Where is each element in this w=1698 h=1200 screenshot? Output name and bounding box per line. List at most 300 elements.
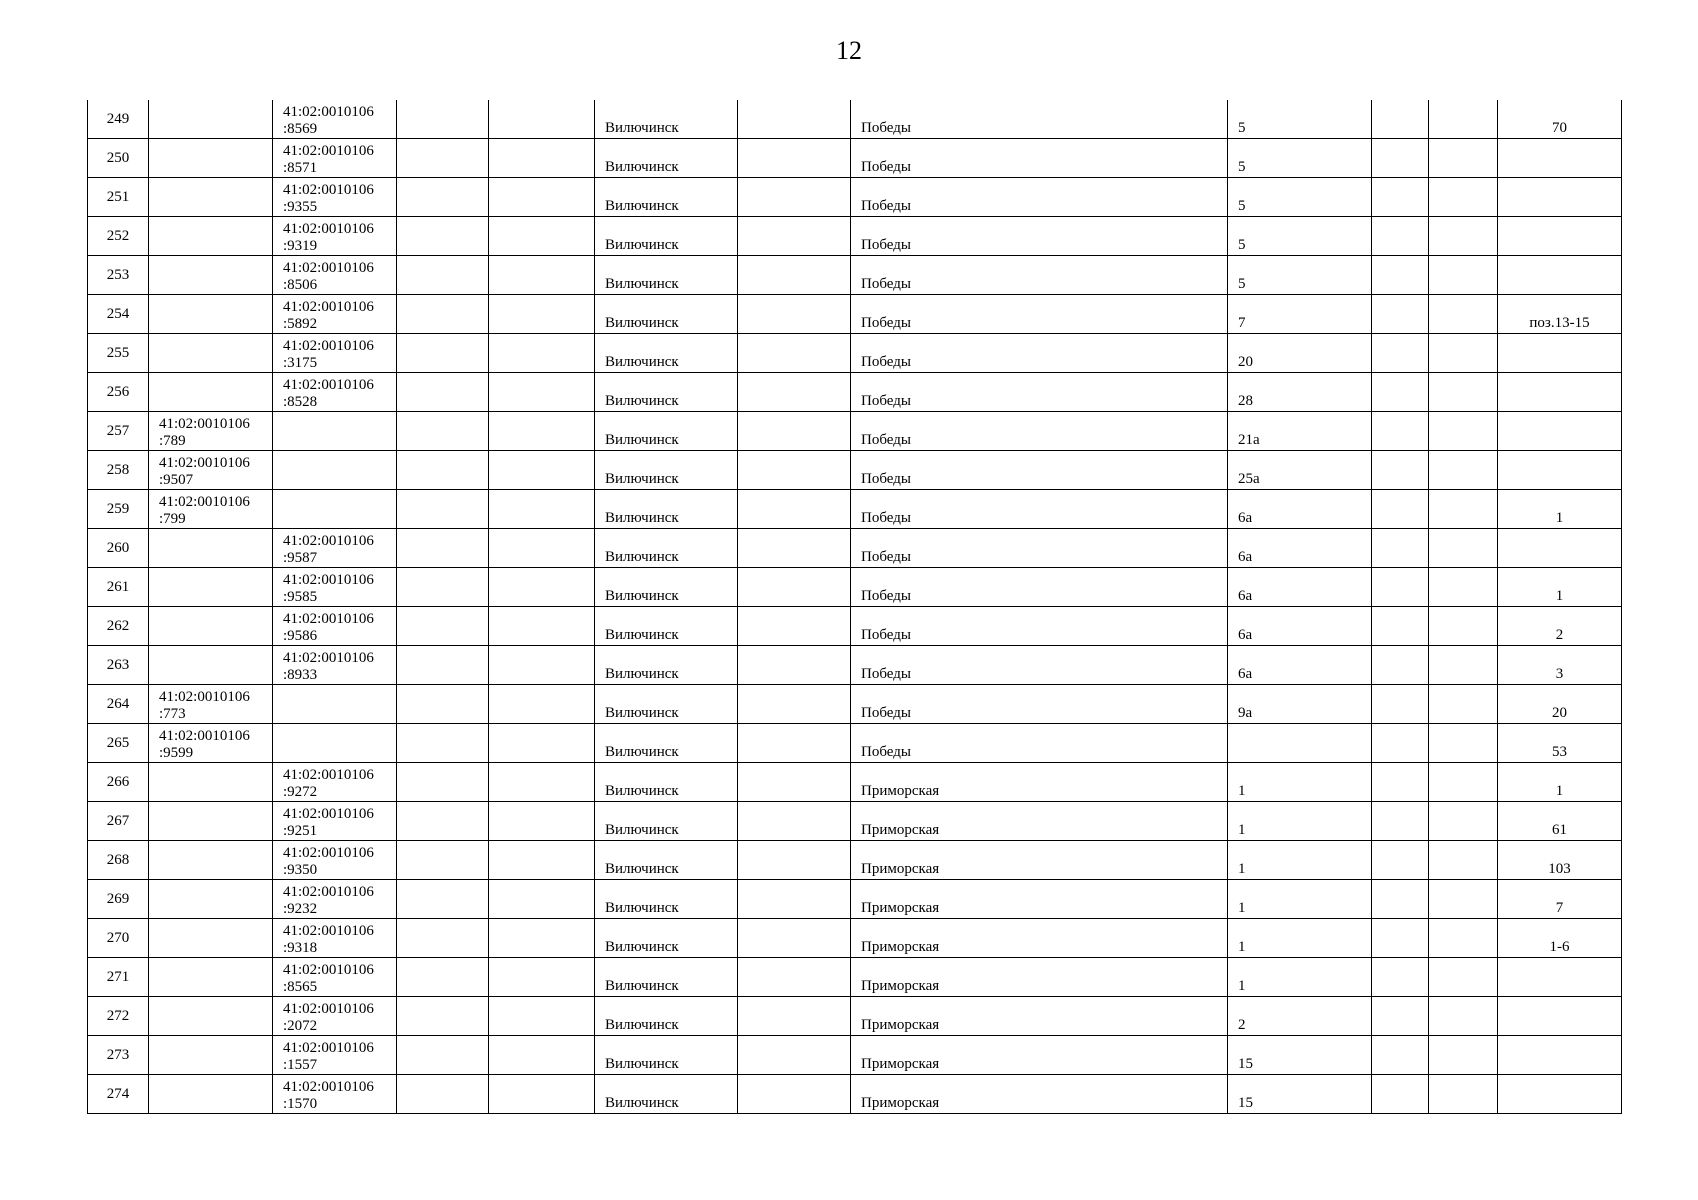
cadastral-number-premises xyxy=(273,139,397,178)
empty-cell xyxy=(1429,1036,1498,1075)
empty-cell xyxy=(397,490,489,529)
cadastral-number-premises xyxy=(273,178,397,217)
row-number: 255 xyxy=(88,334,149,373)
empty-cell xyxy=(397,607,489,646)
row-number: 265 xyxy=(88,724,149,763)
apartment-cell: 1 xyxy=(1498,763,1622,802)
cadastral-number-building xyxy=(149,100,273,139)
table-row xyxy=(88,958,1622,997)
cadastral-number-building xyxy=(149,646,273,685)
street-cell: Победы xyxy=(851,217,1228,256)
empty-cell xyxy=(1372,607,1429,646)
cadastral-number-building xyxy=(149,919,273,958)
cadastral-prefix: 41:02:0010106 xyxy=(159,416,250,432)
empty-cell xyxy=(489,997,595,1036)
cadastral-suffix: :1557 xyxy=(283,1057,318,1073)
empty-cell xyxy=(397,529,489,568)
cadastral-number-premises xyxy=(273,1075,397,1114)
empty-cell xyxy=(738,763,851,802)
table-row xyxy=(88,295,1622,334)
street-cell: Победы xyxy=(851,685,1228,724)
table-row xyxy=(88,1036,1622,1075)
apartment-cell xyxy=(1498,373,1622,412)
house-cell: 5 xyxy=(1228,178,1372,217)
empty-cell xyxy=(1429,295,1498,334)
table-row xyxy=(88,568,1622,607)
street-cell: Победы xyxy=(851,568,1228,607)
cadastral-number-premises xyxy=(273,100,397,139)
city-cell: Вилючинск xyxy=(595,997,738,1036)
empty-cell xyxy=(738,178,851,217)
cadastral-prefix: 41:02:0010106 xyxy=(283,650,374,666)
empty-cell xyxy=(738,529,851,568)
empty-cell xyxy=(489,373,595,412)
cadastral-prefix: 41:02:0010106 xyxy=(283,221,374,237)
house-cell: 5 xyxy=(1228,256,1372,295)
cadastral-suffix: :3175 xyxy=(283,355,318,371)
empty-cell xyxy=(1372,919,1429,958)
apartment-cell xyxy=(1498,217,1622,256)
apartment-cell xyxy=(1498,958,1622,997)
empty-cell xyxy=(397,841,489,880)
house-cell: 6а xyxy=(1228,490,1372,529)
cadastral-prefix: 41:02:0010106 xyxy=(283,1040,374,1056)
cadastral-suffix: :773 xyxy=(159,706,186,722)
cadastral-prefix: 41:02:0010106 xyxy=(283,611,374,627)
street-cell: Победы xyxy=(851,373,1228,412)
empty-cell xyxy=(397,178,489,217)
cadastral-number-building xyxy=(149,217,273,256)
empty-cell xyxy=(738,724,851,763)
empty-cell xyxy=(738,997,851,1036)
house-cell: 2 xyxy=(1228,997,1372,1036)
empty-cell xyxy=(489,958,595,997)
cadastral-suffix: :8933 xyxy=(283,667,318,683)
empty-cell xyxy=(1372,685,1429,724)
cadastral-number-building xyxy=(149,334,273,373)
empty-cell xyxy=(1429,646,1498,685)
empty-cell xyxy=(489,919,595,958)
street-cell: Победы xyxy=(851,139,1228,178)
empty-cell xyxy=(489,490,595,529)
row-number: 250 xyxy=(88,139,149,178)
empty-cell xyxy=(397,958,489,997)
house-cell: 9а xyxy=(1228,685,1372,724)
empty-cell xyxy=(1372,841,1429,880)
empty-cell xyxy=(397,217,489,256)
city-cell: Вилючинск xyxy=(595,178,738,217)
cadastral-number-premises xyxy=(273,529,397,568)
row-number: 260 xyxy=(88,529,149,568)
cadastral-suffix: :9350 xyxy=(283,862,318,878)
empty-cell xyxy=(489,295,595,334)
empty-cell xyxy=(738,334,851,373)
empty-cell xyxy=(489,646,595,685)
house-cell: 5 xyxy=(1228,100,1372,139)
empty-cell xyxy=(397,724,489,763)
cadastral-prefix: 41:02:0010106 xyxy=(159,728,250,744)
cadastral-number-building xyxy=(149,139,273,178)
empty-cell xyxy=(738,256,851,295)
property-register-table xyxy=(87,100,1622,1114)
cadastral-suffix: :789 xyxy=(159,433,186,449)
row-number: 262 xyxy=(88,607,149,646)
empty-cell xyxy=(397,100,489,139)
apartment-cell: 70 xyxy=(1498,100,1622,139)
empty-cell xyxy=(1429,724,1498,763)
city-cell: Вилючинск xyxy=(595,880,738,919)
empty-cell xyxy=(489,568,595,607)
cadastral-prefix: 41:02:0010106 xyxy=(283,143,374,159)
table-row xyxy=(88,763,1622,802)
cadastral-number-building xyxy=(149,529,273,568)
empty-cell xyxy=(738,295,851,334)
empty-cell xyxy=(1372,490,1429,529)
empty-cell xyxy=(738,1075,851,1114)
empty-cell xyxy=(738,100,851,139)
row-number: 267 xyxy=(88,802,149,841)
city-cell: Вилючинск xyxy=(595,568,738,607)
cadastral-number-building xyxy=(149,763,273,802)
empty-cell xyxy=(1372,763,1429,802)
cadastral-suffix: :8569 xyxy=(283,121,318,137)
city-cell: Вилючинск xyxy=(595,646,738,685)
cadastral-prefix: 41:02:0010106 xyxy=(283,806,374,822)
empty-cell xyxy=(489,100,595,139)
city-cell: Вилючинск xyxy=(595,139,738,178)
house-cell: 1 xyxy=(1228,958,1372,997)
house-cell: 6а xyxy=(1228,529,1372,568)
apartment-cell: 20 xyxy=(1498,685,1622,724)
table-row xyxy=(88,841,1622,880)
empty-cell xyxy=(738,139,851,178)
empty-cell xyxy=(489,880,595,919)
street-cell: Победы xyxy=(851,100,1228,139)
cadastral-prefix: 41:02:0010106 xyxy=(283,299,374,315)
cadastral-prefix: 41:02:0010106 xyxy=(283,767,374,783)
table-row xyxy=(88,607,1622,646)
empty-cell xyxy=(1372,1036,1429,1075)
cadastral-prefix: 41:02:0010106 xyxy=(159,494,250,510)
cadastral-suffix: :9319 xyxy=(283,238,318,254)
cadastral-number-premises xyxy=(273,880,397,919)
empty-cell xyxy=(1429,529,1498,568)
empty-cell xyxy=(397,919,489,958)
empty-cell xyxy=(1372,568,1429,607)
empty-cell xyxy=(489,529,595,568)
row-number: 270 xyxy=(88,919,149,958)
empty-cell xyxy=(1372,997,1429,1036)
cadastral-number-premises xyxy=(273,373,397,412)
street-cell: Победы xyxy=(851,178,1228,217)
cadastral-number-building xyxy=(149,958,273,997)
empty-cell xyxy=(1429,100,1498,139)
empty-cell xyxy=(1429,997,1498,1036)
city-cell: Вилючинск xyxy=(595,373,738,412)
house-cell: 7 xyxy=(1228,295,1372,334)
cadastral-number-premises xyxy=(273,490,397,529)
empty-cell xyxy=(1429,841,1498,880)
empty-cell xyxy=(738,646,851,685)
empty-cell xyxy=(397,685,489,724)
apartment-cell xyxy=(1498,1036,1622,1075)
street-cell: Победы xyxy=(851,724,1228,763)
city-cell: Вилючинск xyxy=(595,334,738,373)
cadastral-number-premises xyxy=(273,997,397,1036)
cadastral-suffix: :9251 xyxy=(283,823,318,839)
empty-cell xyxy=(397,295,489,334)
cadastral-prefix: 41:02:0010106 xyxy=(283,182,374,198)
empty-cell xyxy=(738,880,851,919)
cadastral-prefix: 41:02:0010106 xyxy=(283,533,374,549)
street-cell: Победы xyxy=(851,451,1228,490)
empty-cell xyxy=(1429,217,1498,256)
empty-cell xyxy=(1372,958,1429,997)
empty-cell xyxy=(397,763,489,802)
empty-cell xyxy=(1372,646,1429,685)
city-cell: Вилючинск xyxy=(595,295,738,334)
house-cell: 15 xyxy=(1228,1075,1372,1114)
cadastral-suffix: :1570 xyxy=(283,1096,318,1112)
cadastral-prefix: 41:02:0010106 xyxy=(283,1001,374,1017)
street-cell: Победы xyxy=(851,490,1228,529)
row-number: 251 xyxy=(88,178,149,217)
house-cell: 1 xyxy=(1228,763,1372,802)
row-number: 249 xyxy=(88,100,149,139)
table-row xyxy=(88,529,1622,568)
cadastral-number-building xyxy=(149,490,273,529)
empty-cell xyxy=(489,1036,595,1075)
empty-cell xyxy=(1429,178,1498,217)
cadastral-suffix: :5892 xyxy=(283,316,318,332)
apartment-cell: 61 xyxy=(1498,802,1622,841)
row-number: 257 xyxy=(88,412,149,451)
house-cell: 5 xyxy=(1228,139,1372,178)
cadastral-number-building xyxy=(149,1036,273,1075)
city-cell: Вилючинск xyxy=(595,802,738,841)
empty-cell xyxy=(1372,802,1429,841)
cadastral-suffix: :8565 xyxy=(283,979,318,995)
empty-cell xyxy=(1372,334,1429,373)
cadastral-prefix: 41:02:0010106 xyxy=(283,104,374,120)
cadastral-prefix: 41:02:0010106 xyxy=(283,572,374,588)
cadastral-number-premises xyxy=(273,646,397,685)
cadastral-number-premises xyxy=(273,958,397,997)
empty-cell xyxy=(1372,529,1429,568)
city-cell: Вилючинск xyxy=(595,451,738,490)
empty-cell xyxy=(489,763,595,802)
empty-cell xyxy=(1429,919,1498,958)
empty-cell xyxy=(397,802,489,841)
empty-cell xyxy=(397,412,489,451)
street-cell: Приморская xyxy=(851,880,1228,919)
apartment-cell: 1 xyxy=(1498,568,1622,607)
apartment-cell xyxy=(1498,178,1622,217)
cadastral-prefix: 41:02:0010106 xyxy=(283,845,374,861)
cadastral-suffix: :8571 xyxy=(283,160,318,176)
empty-cell xyxy=(738,373,851,412)
empty-cell xyxy=(738,685,851,724)
cadastral-suffix: :9585 xyxy=(283,589,318,605)
empty-cell xyxy=(738,1036,851,1075)
apartment-cell xyxy=(1498,451,1622,490)
empty-cell xyxy=(1429,763,1498,802)
cadastral-number-building xyxy=(149,412,273,451)
row-number: 256 xyxy=(88,373,149,412)
empty-cell xyxy=(1372,1075,1429,1114)
empty-cell xyxy=(1372,295,1429,334)
cadastral-number-premises xyxy=(273,763,397,802)
cadastral-prefix: 41:02:0010106 xyxy=(283,923,374,939)
row-number: 274 xyxy=(88,1075,149,1114)
city-cell: Вилючинск xyxy=(595,256,738,295)
empty-cell xyxy=(738,958,851,997)
cadastral-number-building xyxy=(149,724,273,763)
apartment-cell xyxy=(1498,412,1622,451)
city-cell: Вилючинск xyxy=(595,1075,738,1114)
empty-cell xyxy=(397,373,489,412)
empty-cell xyxy=(738,490,851,529)
empty-cell xyxy=(397,568,489,607)
cadastral-prefix: 41:02:0010106 xyxy=(283,884,374,900)
row-number: 272 xyxy=(88,997,149,1036)
empty-cell xyxy=(397,256,489,295)
cadastral-prefix: 41:02:0010106 xyxy=(283,377,374,393)
row-number: 266 xyxy=(88,763,149,802)
empty-cell xyxy=(489,802,595,841)
empty-cell xyxy=(397,1075,489,1114)
city-cell: Вилючинск xyxy=(595,919,738,958)
cadastral-suffix: :799 xyxy=(159,511,186,527)
empty-cell xyxy=(489,724,595,763)
empty-cell xyxy=(397,139,489,178)
empty-cell xyxy=(1372,724,1429,763)
cadastral-number-building xyxy=(149,841,273,880)
cadastral-number-building xyxy=(149,568,273,607)
empty-cell xyxy=(1429,373,1498,412)
street-cell: Победы xyxy=(851,295,1228,334)
empty-cell xyxy=(1429,451,1498,490)
empty-cell xyxy=(738,802,851,841)
house-cell: 25а xyxy=(1228,451,1372,490)
row-number: 259 xyxy=(88,490,149,529)
empty-cell xyxy=(1372,412,1429,451)
cadastral-number-building xyxy=(149,1075,273,1114)
apartment-cell: 1-6 xyxy=(1498,919,1622,958)
cadastral-prefix: 41:02:0010106 xyxy=(159,689,250,705)
cadastral-number-premises xyxy=(273,1036,397,1075)
cadastral-number-building xyxy=(149,880,273,919)
cadastral-number-premises xyxy=(273,295,397,334)
house-cell: 21а xyxy=(1228,412,1372,451)
cadastral-number-premises xyxy=(273,802,397,841)
street-cell: Приморская xyxy=(851,919,1228,958)
cadastral-number-premises xyxy=(273,607,397,646)
street-cell: Приморская xyxy=(851,841,1228,880)
street-cell: Приморская xyxy=(851,802,1228,841)
street-cell: Приморская xyxy=(851,958,1228,997)
house-cell: 1 xyxy=(1228,880,1372,919)
cadastral-prefix: 41:02:0010106 xyxy=(283,1079,374,1095)
apartment-cell: 2 xyxy=(1498,607,1622,646)
cadastral-prefix: 41:02:0010106 xyxy=(283,338,374,354)
empty-cell xyxy=(738,919,851,958)
empty-cell xyxy=(1372,100,1429,139)
house-cell: 20 xyxy=(1228,334,1372,373)
empty-cell xyxy=(1372,373,1429,412)
cadastral-number-building xyxy=(149,373,273,412)
city-cell: Вилючинск xyxy=(595,763,738,802)
city-cell: Вилючинск xyxy=(595,529,738,568)
apartment-cell: 1 xyxy=(1498,490,1622,529)
empty-cell xyxy=(1429,1075,1498,1114)
cadastral-number-building xyxy=(149,295,273,334)
empty-cell xyxy=(397,334,489,373)
table-row xyxy=(88,685,1622,724)
row-number: 269 xyxy=(88,880,149,919)
cadastral-number-building xyxy=(149,178,273,217)
empty-cell xyxy=(489,256,595,295)
cadastral-suffix: :2072 xyxy=(283,1018,318,1034)
empty-cell xyxy=(1372,217,1429,256)
apartment-cell xyxy=(1498,139,1622,178)
cadastral-number-premises xyxy=(273,451,397,490)
street-cell: Победы xyxy=(851,529,1228,568)
apartment-cell: 3 xyxy=(1498,646,1622,685)
house-cell: 5 xyxy=(1228,217,1372,256)
empty-cell xyxy=(489,139,595,178)
cadastral-number-premises xyxy=(273,217,397,256)
empty-cell xyxy=(397,1036,489,1075)
cadastral-suffix: :8528 xyxy=(283,394,318,410)
apartment-cell: 103 xyxy=(1498,841,1622,880)
apartment-cell xyxy=(1498,256,1622,295)
table-row xyxy=(88,178,1622,217)
apartment-cell xyxy=(1498,529,1622,568)
empty-cell xyxy=(1429,958,1498,997)
row-number: 252 xyxy=(88,217,149,256)
cadastral-suffix: :9355 xyxy=(283,199,318,215)
row-number: 258 xyxy=(88,451,149,490)
apartment-cell: поз.13-15 xyxy=(1498,295,1622,334)
apartment-cell xyxy=(1498,997,1622,1036)
cadastral-number-premises xyxy=(273,568,397,607)
street-cell: Приморская xyxy=(851,1075,1228,1114)
house-cell xyxy=(1228,724,1372,763)
city-cell: Вилючинск xyxy=(595,958,738,997)
empty-cell xyxy=(738,841,851,880)
house-cell: 15 xyxy=(1228,1036,1372,1075)
row-number: 264 xyxy=(88,685,149,724)
city-cell: Вилючинск xyxy=(595,685,738,724)
empty-cell xyxy=(1372,139,1429,178)
cadastral-prefix: 41:02:0010106 xyxy=(283,962,374,978)
cadastral-suffix: :9318 xyxy=(283,940,318,956)
table-row xyxy=(88,1075,1622,1114)
row-number: 268 xyxy=(88,841,149,880)
empty-cell xyxy=(1372,880,1429,919)
table-row xyxy=(88,997,1622,1036)
empty-cell xyxy=(489,178,595,217)
empty-cell xyxy=(1429,685,1498,724)
row-number: 254 xyxy=(88,295,149,334)
table-row xyxy=(88,334,1622,373)
cadastral-suffix: :8506 xyxy=(283,277,318,293)
cadastral-number-premises xyxy=(273,841,397,880)
cadastral-suffix: :9587 xyxy=(283,550,318,566)
row-number: 253 xyxy=(88,256,149,295)
empty-cell xyxy=(489,841,595,880)
